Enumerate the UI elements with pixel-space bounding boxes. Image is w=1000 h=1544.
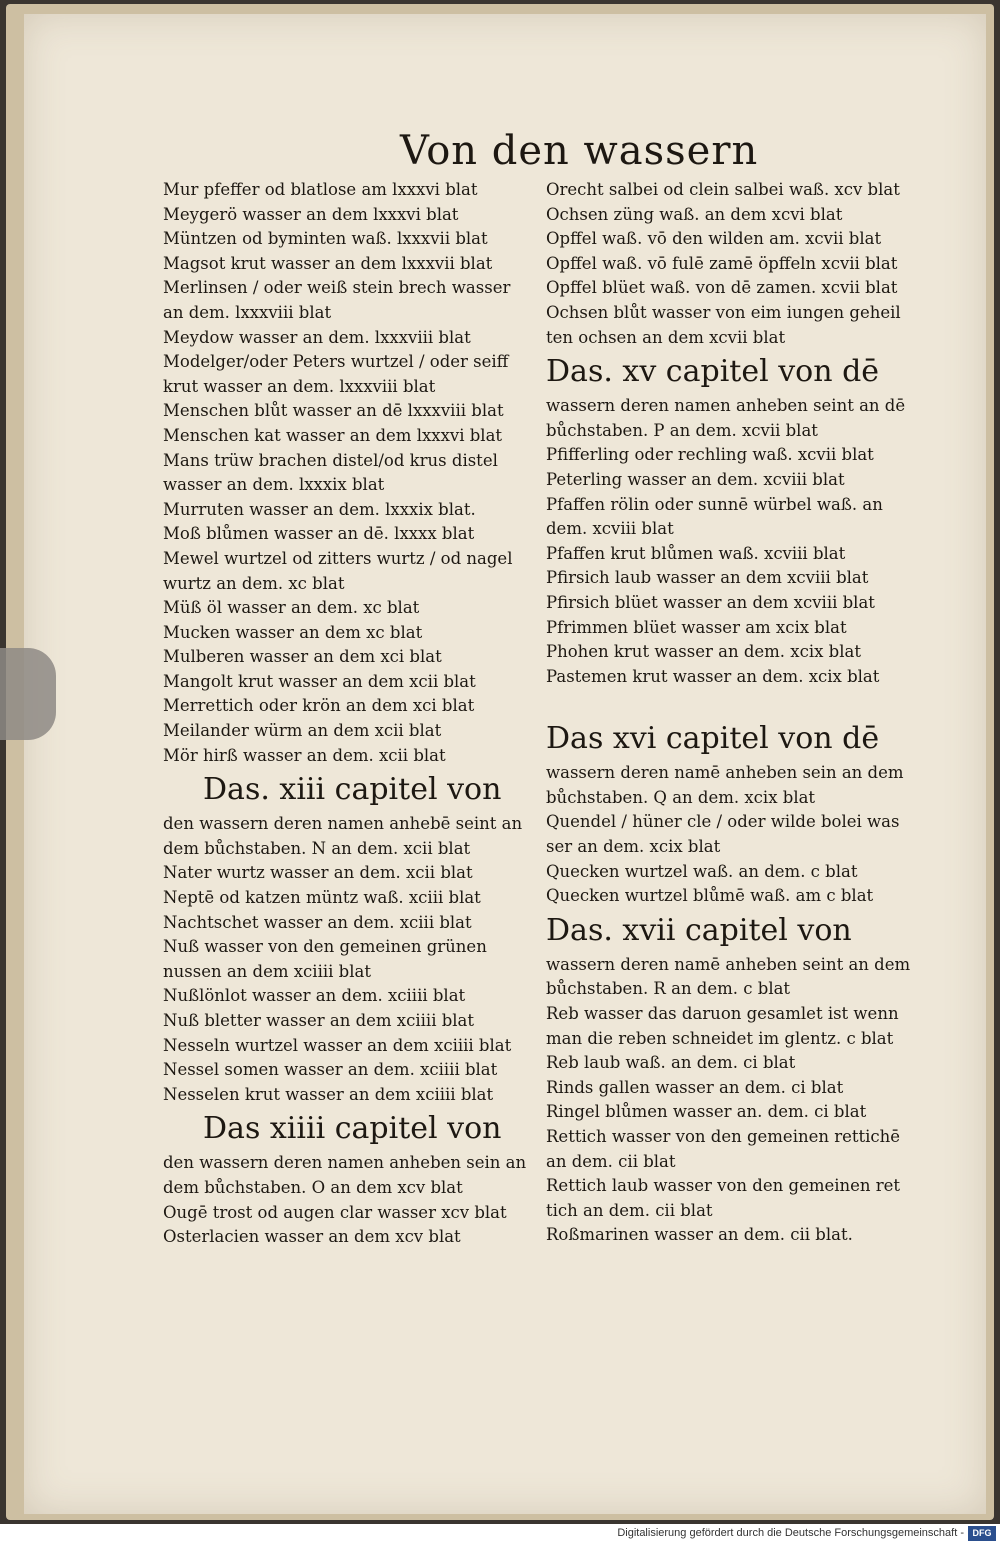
index-entry: Meygerö wasser an dem lxxxvi blat	[163, 204, 459, 224]
chapter-heading: Das. xv capitel von dē	[546, 354, 880, 390]
index-entry: Pfifferling oder rechling waß. xcvii blat	[546, 445, 874, 465]
index-entry: Menschen blůt wasser an dē lxxxviii blat	[163, 401, 504, 421]
footer	[0, 1524, 1000, 1544]
index-entry: wassern deren namē anheben seint an dem	[546, 954, 911, 974]
index-entry: Müß öl wasser an dem. xc blat	[163, 598, 420, 618]
index-entry: Opffel blüet waß. von dē zamen. xcvii blat	[546, 278, 898, 298]
index-entry: Rinds gallen wasser an dem. ci blat	[546, 1077, 844, 1097]
index-entry: Mans trüw brachen distel/od krus distel	[163, 450, 498, 470]
index-entry: Mewel wurtzel od zitters wurtz / od nagel	[163, 548, 513, 568]
index-entry: Ringel blůmen wasser an. dem. ci blat	[546, 1102, 867, 1122]
index-entry: Moß blůmen wasser an dē. lxxxx blat	[163, 524, 475, 544]
index-entry: an dem. lxxxviii blat	[163, 302, 332, 322]
index-entry: dem bůchstaben. O an dem xcv blat	[163, 1177, 463, 1197]
right-column	[546, 178, 916, 1248]
index-entry: Reb wasser das daruon gesamlet ist wenn	[546, 1004, 899, 1024]
index-entry: Ougē trost od augen clar wasser xcv blat	[163, 1202, 507, 1222]
index-entry: Opffel waß. vō den wilden am. xcvii blat	[546, 229, 882, 249]
index-entry: dem. xcviii blat	[546, 519, 674, 539]
index-entry: bůchstaben. P an dem. xcvii blat	[546, 420, 818, 440]
index-entry: Nuß wasser von den gemeinen grünen	[163, 937, 487, 957]
index-entry: man die reben schneidet im glentz. c blat	[546, 1028, 894, 1048]
index-entry: Nesseln wurtzel wasser an dem xciiii blat	[163, 1035, 512, 1055]
index-entry: Reb laub waß. an dem. ci blat	[546, 1053, 796, 1073]
index-entry: Pfaffen krut blůmen waß. xcviii blat	[546, 543, 846, 563]
index-entry: Merlinsen / oder weiß stein brech wasser	[163, 278, 511, 298]
chapter-heading: Das xvi capitel von dē	[546, 721, 880, 757]
index-entry: Rettich laub wasser von den gemeinen ret	[546, 1176, 901, 1196]
index-entry: Phohen krut wasser an dem. xcix blat	[546, 642, 861, 662]
index-entry: Meilander würm an dem xcii blat	[163, 721, 442, 741]
index-entry: den wassern deren namen anheben sein an	[163, 1153, 527, 1173]
index-entry: Nachtschet wasser an dem. xciii blat	[163, 912, 472, 932]
index-entry: Pfrimmen blüet wasser am xcix blat	[546, 617, 847, 637]
index-entry: Orecht salbei od clein salbei waß. xcv blat	[546, 180, 900, 199]
index-entry: Magsot krut wasser an dem lxxxvii blat	[163, 253, 493, 273]
index-entry: Menschen kat wasser an dem lxxxvi blat	[163, 425, 503, 445]
index-entry: wassern deren namē anheben sein an dem	[546, 763, 904, 783]
index-entry: bůchstaben. Q an dem. xcix blat	[546, 787, 816, 807]
index-entry: Modelger/oder Peters wurtzel / oder seiff	[163, 352, 509, 372]
index-entry: Müntzen od byminten waß. lxxxvii blat	[163, 229, 488, 249]
index-entry: Quecken wurtzel waß. an dem. c blat	[546, 861, 858, 881]
index-entry: Ochsen züng waß. an dem xcvi blat	[546, 204, 843, 224]
chapter-heading: Das. xiii capitel von	[203, 772, 502, 808]
page-clip	[0, 648, 56, 740]
index-entry: Merrettich oder krön an dem xci blat	[163, 696, 475, 716]
index-entry: Mur pfeffer od blatlose am lxxxvi blat	[163, 180, 478, 199]
index-entry: Mucken wasser an dem xc blat	[163, 622, 423, 642]
index-entry: Pfirsich laub wasser an dem xcviii blat	[546, 568, 869, 588]
index-entry: Rettich wasser von den gemeinen rettichē	[546, 1127, 901, 1146]
index-entry: den wassern deren namen anhebē seint an	[163, 814, 523, 834]
dfg-logo-icon: DFG	[968, 1526, 996, 1541]
index-entry: Quendel / hüner cle / oder wilde bolei was	[546, 812, 900, 832]
index-entry: dem bůchstaben. N an dem. xcii blat	[163, 838, 471, 858]
index-entry: Pfaffen rölin oder sunnē würbel waß. an	[546, 494, 883, 514]
index-entry: Meydow wasser an dem. lxxxviii blat	[163, 327, 471, 347]
index-entry: ten ochsen an dem xcvii blat	[546, 327, 786, 347]
index-entry: Osterlacien wasser an dem xcv blat	[163, 1227, 461, 1247]
index-entry: an dem. cii blat	[546, 1151, 676, 1171]
index-entry: nussen an dem xciiii blat	[163, 961, 371, 981]
index-entry: krut wasser an dem. lxxxviii blat	[163, 376, 436, 396]
index-entry: Opffel waß. vō fulē zamē öpffeln xcvii blat	[546, 253, 898, 273]
page-heading: Von den wassern	[400, 128, 759, 174]
index-entry: Ochsen blůt wasser von eim iungen geheil	[546, 302, 901, 322]
index-entry: tich an dem. cii blat	[546, 1200, 713, 1220]
index-entry: wassern deren namen anheben seint an dē	[546, 396, 906, 416]
index-entry: Pastemen krut wasser an dem. xcix blat	[546, 666, 880, 686]
spacer	[546, 689, 916, 717]
index-entry: ser an dem. xcix blat	[546, 837, 721, 857]
chapter-heading: Das xiiii capitel von	[203, 1111, 502, 1147]
index-entry: Pfirsich blüet wasser an dem xcviii blat	[546, 592, 875, 612]
index-entry: Peterling wasser an dem. xcviii blat	[546, 469, 845, 489]
index-entry: Nater wurtz wasser an dem. xcii blat	[163, 863, 473, 883]
index-entry: Nesselen krut wasser an dem xciiii blat	[163, 1084, 494, 1104]
index-entry: Mangolt krut wasser an dem xcii blat	[163, 671, 476, 691]
index-entry: wasser an dem. lxxxix blat	[163, 475, 385, 495]
chapter-heading: Das. xvii capitel von	[546, 912, 852, 948]
left-column	[163, 178, 533, 1250]
index-entry: Murruten wasser an dem. lxxxix blat.	[163, 499, 476, 519]
index-entry: Mulberen wasser an dem xci blat	[163, 647, 442, 667]
index-entry: Nessel somen wasser an dem. xciiii blat	[163, 1060, 498, 1080]
footer-text: Digitalisierung gefördert durch die Deutsche Forschungsgemeinschaft -	[617, 1527, 964, 1539]
index-entry: Neptē od katzen müntz waß. xciii blat	[163, 888, 481, 908]
index-entry: Quecken wurtzel blůmē waß. am c blat	[546, 886, 874, 906]
index-entry: Nuß bletter wasser an dem xciiii blat	[163, 1011, 475, 1030]
index-entry: wurtz an dem. xc blat	[163, 573, 345, 593]
index-entry: Mör hirß wasser an dem. xcii blat	[163, 745, 446, 765]
index-entry: bůchstaben. R an dem. c blat	[546, 979, 791, 999]
index-entry: Roßmarinen wasser an dem. cii blat.	[546, 1225, 853, 1245]
index-entry: Nußlönlot wasser an dem. xciiii blat	[163, 986, 466, 1006]
